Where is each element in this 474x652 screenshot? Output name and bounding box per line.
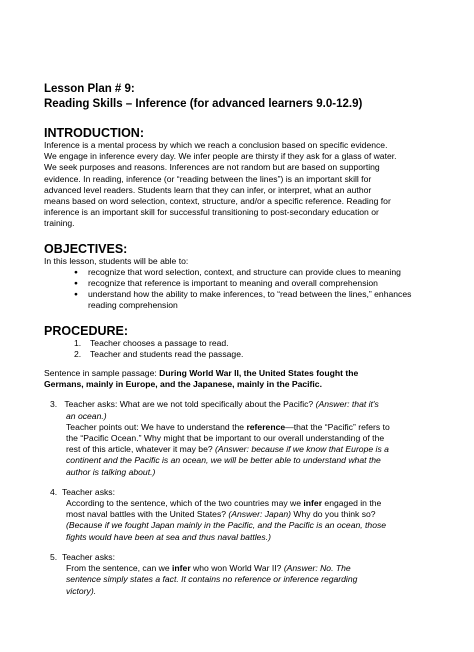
lesson-plan-page: [44, 82, 444, 597]
step-5-line: victory).: [66, 585, 97, 596]
intro-line: training.: [44, 218, 75, 229]
step-3-answer: (Answer: because if we know that Europe is a: [215, 444, 389, 455]
step-number: 5.: [50, 551, 58, 562]
step-4-text: most naval battles with the United States?: [66, 509, 229, 520]
step-5-answer: (Answer: No. The: [283, 563, 351, 574]
procedure-list: [44, 338, 444, 360]
introduction-paragraph: [44, 140, 444, 230]
step-4-line: [50, 487, 444, 498]
step-4-text: Teacher asks:: [61, 486, 115, 497]
step-3-line: continent and the Pacific is an ocean, we will be better able to understand what the: [66, 455, 381, 466]
step-3-line: author is talking about.): [66, 466, 156, 477]
step-3-text: rest of this article, whatever it may be?: [66, 444, 216, 455]
objectives-heading: OBJECTIVES:: [44, 241, 128, 256]
step-5-line: [50, 563, 444, 574]
intro-line: means based on word selection, context, structure, and/or a specific reference. Reading for: [44, 196, 391, 207]
step-3-line: an ocean.): [66, 410, 107, 421]
step-3-keyword: reference: [246, 421, 286, 432]
step-3-text: Teacher points out: We have to understand the: [66, 421, 247, 432]
step-5-text: From the sentence, can we: [66, 563, 173, 574]
step-4-text: Why do you think so?: [291, 509, 376, 520]
procedure-heading: PROCEDURE:: [44, 323, 129, 338]
intro-line: evidence. In reading, inference (or “reading between the lines”) is an important skill for: [44, 173, 372, 184]
step-4-line: fights would have been at sea and thus naval battles.): [66, 531, 271, 542]
lesson-plan-number: Lesson Plan # 9:: [44, 83, 135, 95]
procedure-text: Teacher and students read the passage.: [90, 348, 244, 359]
sample-sentence: [44, 368, 444, 379]
step-3-question: Teacher asks: What are we not told specifically about the Pacific?: [64, 399, 316, 410]
step-5-keyword: infer: [172, 563, 191, 574]
procedure-number: 2.: [74, 348, 82, 359]
intro-line: inference is an important skill for successful transitioning to post-secondary education or: [44, 207, 379, 218]
step-3-answer: (Answer: that it's: [315, 399, 379, 410]
step-5-line: sentence simply states a fact. It contains no reference or inference regarding: [66, 574, 358, 585]
intro-line: Inference is a mental process by which we reach a conclusion based on specific evidence.: [44, 140, 388, 150]
intro-line: advanced level readers. Students learn that they can infer, or interpret, what an author: [44, 184, 372, 195]
introduction-heading: INTRODUCTION:: [44, 126, 144, 140]
procedure-number: 1.: [74, 337, 82, 348]
sample-sentence-text: During World War II, the United States fought the: [159, 368, 359, 379]
procedure-step-4: [44, 487, 444, 543]
sample-sentence-text-continued: Germans, mainly in Europe, and the Japanese, mainly in the Pacific.: [44, 379, 322, 390]
step-4-line: (Because if we fought Japan mainly in the Pacific, and the Pacific is an ocean, those: [66, 520, 387, 531]
procedure-item: [74, 349, 444, 360]
objective-item: ● recognize that word selection, context, and structure can provide clues to meaning: [74, 267, 444, 278]
step-4-answer: (Answer: Japan): [228, 509, 291, 520]
objective-item-continued: reading comprehension: [88, 300, 178, 311]
step-5-line: [50, 552, 444, 563]
objectives-lead: In this lesson, students will be able to:: [44, 255, 189, 266]
objective-item: ● understand how the ability to make inferences, to “read between the lines,” enhances: [74, 289, 444, 300]
step-3-line: [50, 444, 444, 455]
step-4-line: [50, 509, 444, 520]
step-3-line: the “Pacific Ocean.” Why might that be important to our overall understanding of the: [66, 433, 385, 444]
intro-line: We engage in inference every day. We infer people are thirsty if they ask for a glass of water.: [44, 151, 397, 162]
step-3-line: [50, 399, 444, 410]
procedure-step-5: [44, 552, 444, 597]
lesson-plan-title: Reading Skills – Inference (for advanced learners 9.0-12.9): [44, 98, 363, 110]
procedure-text: Teacher chooses a passage to read.: [90, 337, 229, 348]
step-4-line: [50, 498, 444, 509]
step-5-text: who won World War II?: [190, 563, 284, 574]
step-3-text: —that the “Pacific” refers to: [285, 421, 390, 432]
procedure-item: [74, 338, 444, 349]
step-4-text: According to the sentence, which of the two countries may we: [66, 498, 304, 509]
intro-line: We seek purposes and reasons. Inferences are not random but are based on supporting: [44, 162, 380, 173]
sample-sentence-label: Sentence in sample passage:: [44, 368, 160, 379]
procedure-step-3: [44, 399, 444, 477]
step-number: 4.: [50, 486, 58, 497]
step-4-text: engaged in the: [322, 498, 382, 509]
step-3-line: [50, 422, 444, 433]
step-5-text: Teacher asks:: [61, 551, 115, 562]
objectives-list: [44, 267, 444, 301]
step-4-keyword: infer: [303, 498, 323, 509]
objective-item: ● recognize that reference is important to meaning and overall comprehension: [74, 278, 444, 289]
step-number: 3.: [50, 399, 58, 410]
